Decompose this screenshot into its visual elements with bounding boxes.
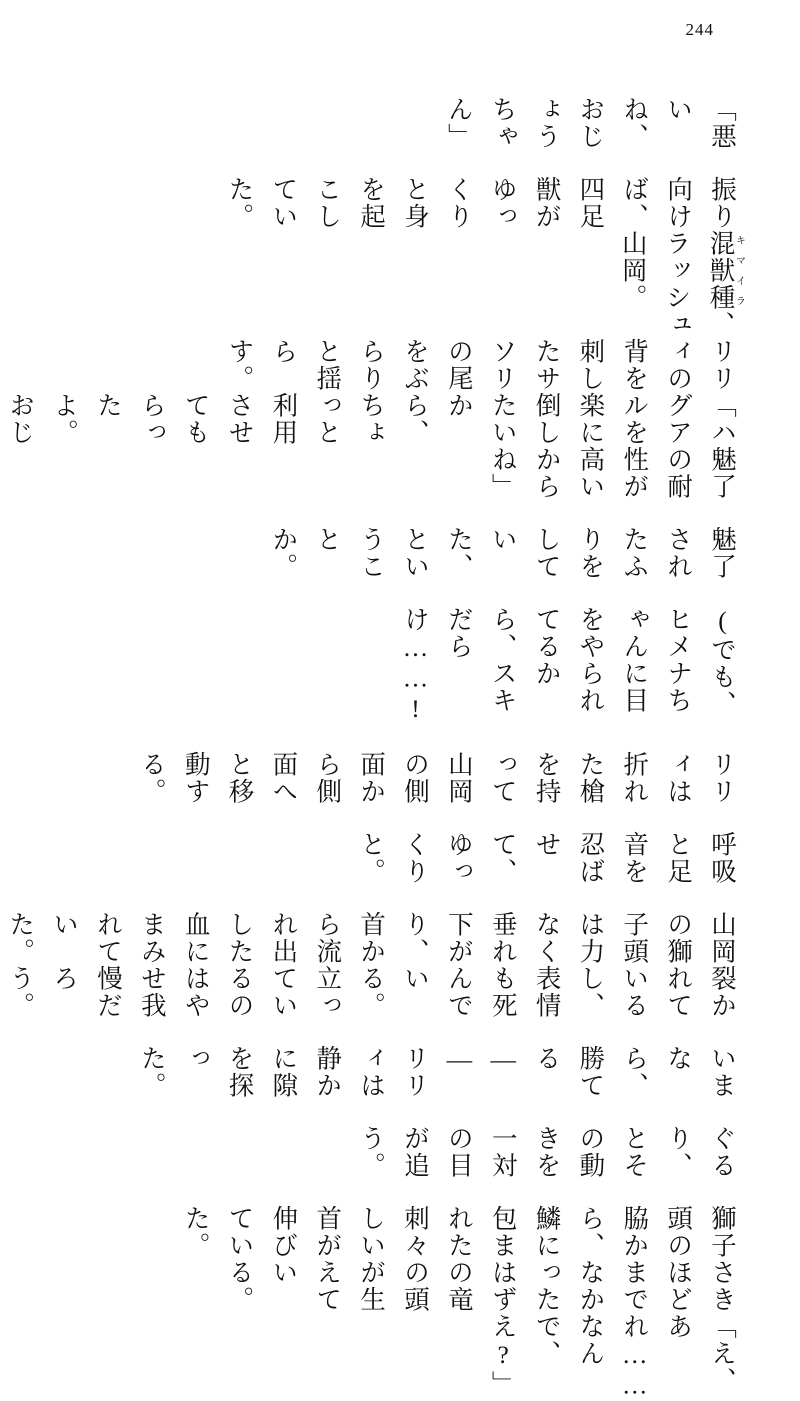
text-line: さきほどまでなかったはずの竜の頭が生えている。 [225,1258,737,1313]
text-line: 魅了されたふりをしていた、ということか。 [269,526,737,580]
text-line: 「え、あれ……なんで、え?」 [488,1312,737,1401]
text-line: ぐるり、とその動きを一対の目が追う。 [357,1124,737,1179]
text-line: 振り向けば、四足獣がゆっくりと身を起こしていた。 [225,176,737,230]
text-line: リリィの背を刺したサソリの尾をぶらりと揺らす。 [225,338,737,392]
text-line: 山岡の獅子頭は力なく垂れ下がり、首から流れ出した血にまみれていた。 [6,910,737,965]
page-text-body [6,96,745,1401]
text-line: 呼吸と足音を忍ばせて、ゆっくりと。 [357,830,737,885]
ruby-annotation: 混獣種キマイラ [706,230,745,311]
text-line: 「悪いね、おじょうちゃん」 [444,96,737,150]
text-line: 混獣種キマイラ、ラッシュ山岡。 [618,230,745,338]
text-line: (でも、ヒメナちゃんに目をやられてるから、スキだらけ……! [400,606,737,725]
text-line: 魅了の耐性が高いからね」 [488,446,737,500]
text-line: リリィは折れた槍を持って山岡の側面から側面へと移動する。 [137,750,737,805]
text-line: いまなら、勝てる――リリィは静かに隙を探った。 [137,1044,737,1099]
text-line: 獅子頭の脇から、鱗に包まれた刺々しい首が伸びていた。 [181,1204,737,1259]
text-line: 裂かれているし、表情も死んでいる。立っているのはやせ我慢だろう。 [6,964,737,1019]
text-line: 「ハグアルを楽に倒したいから、ちょっと利用させてもらったよ。おじ [6,392,737,446]
page-number: 244 [685,20,714,39]
